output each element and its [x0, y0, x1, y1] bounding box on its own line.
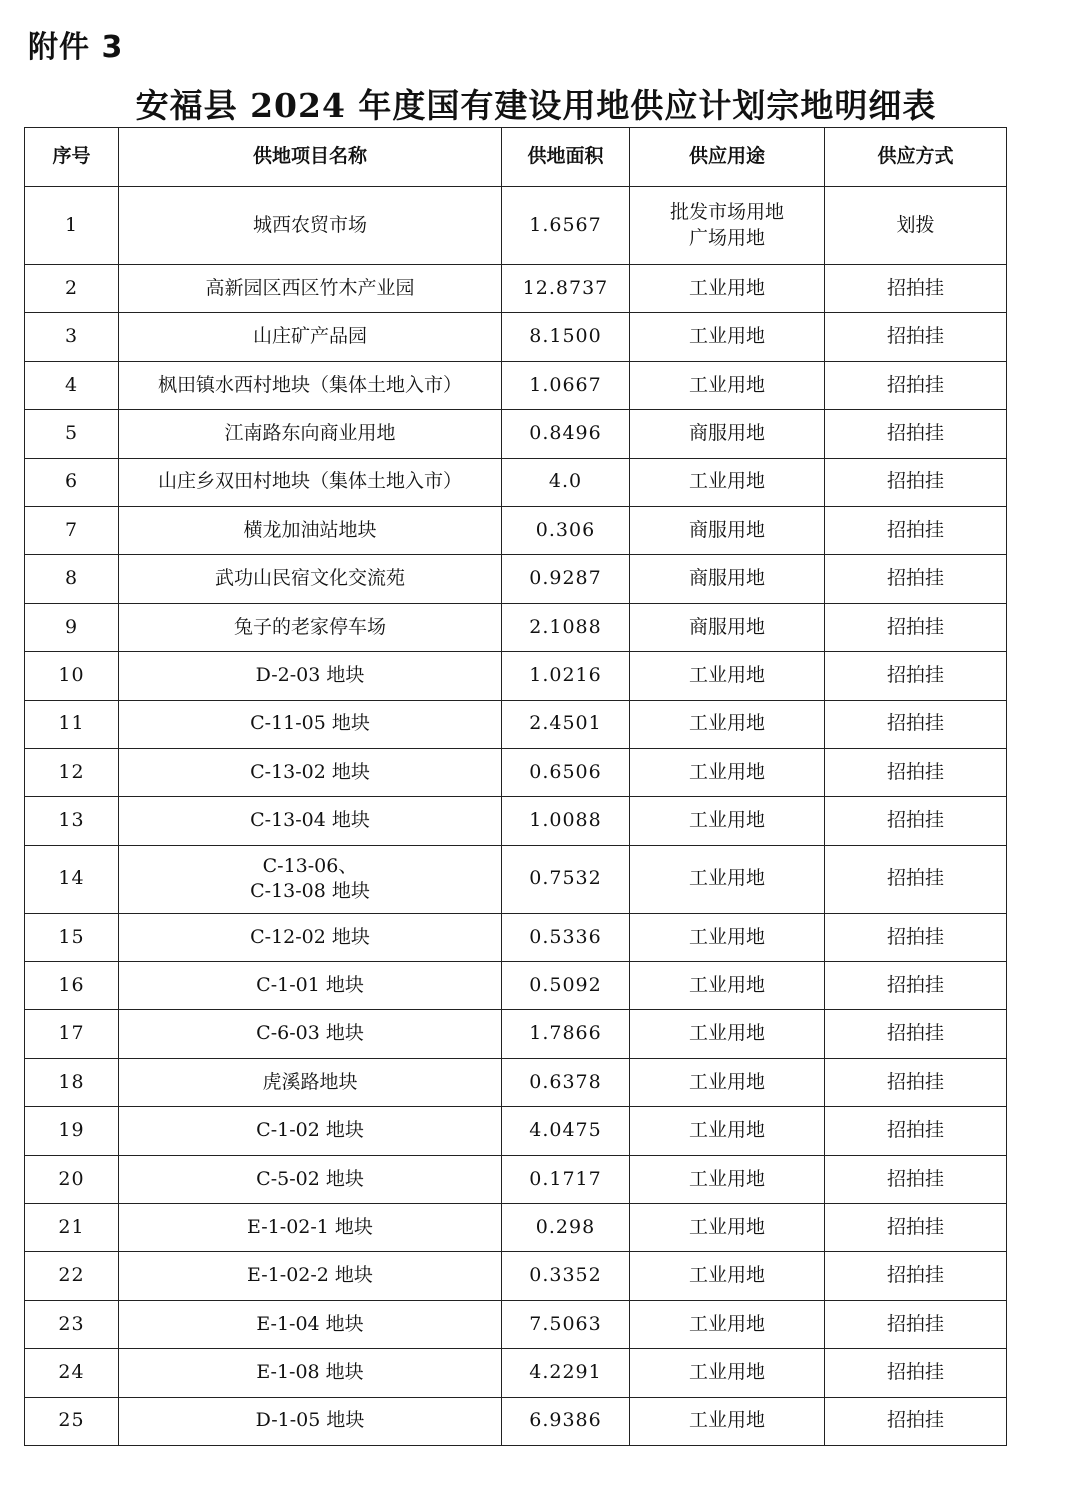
supply-area: 1.0088 — [502, 797, 630, 845]
row-number: 6 — [25, 458, 119, 506]
supply-area: 12.8737 — [502, 265, 630, 313]
row-number: 2 — [25, 265, 119, 313]
row-number: 18 — [25, 1058, 119, 1106]
supply-area: 8.1500 — [502, 313, 630, 361]
table-row — [25, 361, 1007, 409]
row-number: 17 — [25, 1010, 119, 1058]
project-name-line: 枫田镇水西村地块（集体土地入市） — [157, 373, 462, 396]
supply-usage-line: 工业用地 — [688, 1264, 765, 1287]
row-number: 10 — [25, 652, 119, 700]
project-name — [119, 313, 502, 361]
project-name-line: 高新园区西区竹木产业园 — [205, 276, 415, 299]
supply-usage-line: 工业用地 — [688, 1022, 765, 1045]
supply-method: 招拍挂 — [825, 265, 1007, 313]
project-name-line: C-12-02 地块 — [250, 925, 370, 948]
supply-method: 招拍挂 — [825, 748, 1007, 796]
row-number: 24 — [25, 1349, 119, 1397]
project-name — [119, 187, 502, 265]
project-name-line: C-11-05 地块 — [250, 712, 370, 735]
project-name — [119, 603, 502, 651]
row-number: 25 — [25, 1397, 119, 1445]
row-number: 9 — [25, 603, 119, 651]
supply-usage — [630, 603, 825, 651]
supply-area: 0.8496 — [502, 410, 630, 458]
supply-usage-line: 工业用地 — [688, 1312, 765, 1335]
supply-usage-line: 商服用地 — [688, 422, 765, 445]
project-name-line: C-13-04 地块 — [250, 809, 370, 832]
supply-usage-line: 商服用地 — [688, 518, 765, 541]
supply-usage — [630, 410, 825, 458]
project-name — [119, 913, 502, 961]
supply-usage-line: 工业用地 — [688, 664, 765, 686]
project-name — [119, 748, 502, 796]
project-name — [119, 361, 502, 409]
supply-area: 2.1088 — [502, 603, 630, 651]
table-row — [25, 1300, 1007, 1348]
project-name — [119, 1300, 502, 1348]
project-name-line: E-1-02-2 地块 — [247, 1264, 373, 1287]
supply-area: 0.7532 — [502, 845, 630, 913]
supply-method: 招拍挂 — [825, 1204, 1007, 1252]
supply-method: 招拍挂 — [825, 506, 1007, 554]
supply-area: 0.306 — [502, 506, 630, 554]
header-project-name: 供地项目名称 — [119, 128, 502, 187]
supply-area: 0.5336 — [502, 913, 630, 961]
table-row — [25, 187, 1007, 265]
project-name-line: 山庄乡双田村地块（集体土地入市） — [157, 470, 462, 493]
supply-method: 招拍挂 — [825, 962, 1007, 1010]
supply-area: 7.5063 — [502, 1300, 630, 1348]
row-number: 19 — [25, 1107, 119, 1155]
table-row — [25, 1155, 1007, 1203]
supply-area: 6.9386 — [502, 1397, 630, 1445]
project-name-line: E-1-08 地块 — [256, 1361, 364, 1384]
row-number: 11 — [25, 700, 119, 748]
row-number: 22 — [25, 1252, 119, 1300]
supply-usage — [630, 962, 825, 1010]
table-row — [25, 652, 1007, 700]
supply-method: 招拍挂 — [825, 1010, 1007, 1058]
project-name-line: C-5-02 地块 — [256, 1167, 364, 1190]
table-row — [25, 1252, 1007, 1300]
project-name — [119, 962, 502, 1010]
supply-method: 招拍挂 — [825, 1300, 1007, 1348]
supply-usage — [630, 187, 825, 265]
land-supply-table — [24, 127, 1007, 1446]
table-row — [25, 1058, 1007, 1106]
project-name — [119, 1252, 502, 1300]
supply-area: 0.3352 — [502, 1252, 630, 1300]
supply-method: 招拍挂 — [825, 458, 1007, 506]
table-row — [25, 506, 1007, 554]
table-row — [25, 1397, 1007, 1445]
row-number: 23 — [25, 1300, 119, 1348]
supply-usage — [630, 652, 825, 700]
header-no: 序号 — [25, 128, 119, 187]
project-name — [119, 700, 502, 748]
table-row — [25, 748, 1007, 796]
supply-method: 招拍挂 — [825, 313, 1007, 361]
table-row — [25, 1349, 1007, 1397]
project-name-line: C-1-02 地块 — [256, 1119, 364, 1142]
table-row — [25, 410, 1007, 458]
supply-area: 4.0 — [502, 458, 630, 506]
project-name-line: C-1-01 地块 — [256, 973, 364, 996]
supply-area: 4.2291 — [502, 1349, 630, 1397]
row-number: 8 — [25, 555, 119, 603]
table-row — [25, 603, 1007, 651]
supply-usage — [630, 1204, 825, 1252]
project-name-line: D-1-05 地块 — [255, 1409, 365, 1432]
table-row — [25, 1010, 1007, 1058]
project-name — [119, 1010, 502, 1058]
table-row — [25, 797, 1007, 845]
supply-usage — [630, 1252, 825, 1300]
supply-usage-line: 工业用地 — [688, 276, 765, 299]
table-header-row — [25, 128, 1007, 187]
supply-method: 招拍挂 — [825, 361, 1007, 409]
table-row — [25, 458, 1007, 506]
row-number: 21 — [25, 1204, 119, 1252]
supply-usage — [630, 506, 825, 554]
supply-usage — [630, 1349, 825, 1397]
supply-usage — [630, 265, 825, 313]
table-row — [25, 1107, 1007, 1155]
supply-usage — [630, 913, 825, 961]
project-name-line: D-2-03 地块 — [255, 664, 365, 686]
project-name-line: E-1-04 地块 — [256, 1312, 364, 1335]
supply-method: 招拍挂 — [825, 1252, 1007, 1300]
supply-usage-line: 工业用地 — [688, 1119, 765, 1142]
project-name-line: 城西农贸市场 — [252, 213, 367, 236]
project-name — [119, 265, 502, 313]
supply-usage — [630, 797, 825, 845]
row-number: 7 — [25, 506, 119, 554]
project-name — [119, 797, 502, 845]
page-title: 安福县 2024 年度国有建设用地供应计划宗地明细表 — [135, 86, 937, 125]
supply-usage — [630, 313, 825, 361]
supply-method: 招拍挂 — [825, 700, 1007, 748]
row-number: 20 — [25, 1155, 119, 1203]
table-row — [25, 845, 1007, 913]
table-row — [25, 1204, 1007, 1252]
supply-usage-line: 商服用地 — [688, 615, 765, 638]
project-name-line: 山庄矿产品园 — [252, 325, 367, 348]
project-name — [119, 410, 502, 458]
header-area: 供地面积 — [502, 128, 630, 187]
row-number: 4 — [25, 361, 119, 409]
supply-area: 1.0667 — [502, 361, 630, 409]
supply-usage-line: 工业用地 — [688, 712, 765, 735]
supply-usage — [630, 1155, 825, 1203]
supply-usage-line: 批发市场用地 — [669, 200, 784, 223]
supply-usage-line: 工业用地 — [688, 809, 765, 832]
supply-usage-line: 工业用地 — [688, 470, 765, 493]
project-name — [119, 1107, 502, 1155]
supply-area: 1.0216 — [502, 652, 630, 700]
project-name — [119, 1397, 502, 1445]
row-number: 15 — [25, 913, 119, 961]
attachment-label: 附件 3 — [28, 30, 124, 65]
supply-method: 招拍挂 — [825, 652, 1007, 700]
supply-area: 0.6506 — [502, 748, 630, 796]
supply-method: 招拍挂 — [825, 555, 1007, 603]
row-number: 16 — [25, 962, 119, 1010]
supply-area: 0.6378 — [502, 1058, 630, 1106]
supply-area: 1.7866 — [502, 1010, 630, 1058]
supply-area: 4.0475 — [502, 1107, 630, 1155]
project-name-line: 江南路东向商业用地 — [224, 422, 396, 445]
supply-usage — [630, 361, 825, 409]
project-name — [119, 1204, 502, 1252]
table-row — [25, 913, 1007, 961]
project-name — [119, 506, 502, 554]
supply-usage-line: 商服用地 — [688, 567, 765, 590]
supply-area: 2.4501 — [502, 700, 630, 748]
supply-usage-line: 工业用地 — [688, 867, 765, 890]
supply-method: 招拍挂 — [825, 845, 1007, 913]
project-name — [119, 458, 502, 506]
row-number: 12 — [25, 748, 119, 796]
supply-usage — [630, 458, 825, 506]
supply-area: 1.6567 — [502, 187, 630, 265]
project-name-line: C-13-02 地块 — [250, 760, 370, 783]
project-name-line: 横龙加油站地块 — [243, 518, 377, 541]
project-name — [119, 845, 502, 913]
row-number: 14 — [25, 845, 119, 913]
project-name — [119, 1155, 502, 1203]
supply-method: 招拍挂 — [825, 1397, 1007, 1445]
supply-usage-line: 工业用地 — [688, 1167, 765, 1190]
supply-usage — [630, 1058, 825, 1106]
supply-usage-line: 工业用地 — [688, 1215, 765, 1238]
supply-usage — [630, 1397, 825, 1445]
supply-usage — [630, 1010, 825, 1058]
project-name-line: C-13-08 地块 — [250, 880, 370, 903]
supply-usage — [630, 700, 825, 748]
table-row — [25, 555, 1007, 603]
row-number: 3 — [25, 313, 119, 361]
supply-area: 0.1717 — [502, 1155, 630, 1203]
supply-method: 招拍挂 — [825, 1349, 1007, 1397]
supply-method: 招拍挂 — [825, 1107, 1007, 1155]
project-name-line: C-6-03 地块 — [256, 1022, 364, 1045]
supply-method: 划拨 — [825, 187, 1007, 265]
table-row — [25, 313, 1007, 361]
supply-area: 0.298 — [502, 1204, 630, 1252]
supply-usage-line: 工业用地 — [688, 1361, 765, 1384]
table-row — [25, 265, 1007, 313]
supply-method: 招拍挂 — [825, 913, 1007, 961]
supply-usage — [630, 845, 825, 913]
supply-method: 招拍挂 — [825, 797, 1007, 845]
supply-area: 0.9287 — [502, 555, 630, 603]
supply-usage — [630, 748, 825, 796]
supply-usage-line: 工业用地 — [688, 1070, 765, 1093]
supply-usage-line: 工业用地 — [688, 325, 765, 348]
supply-usage-line: 工业用地 — [688, 373, 765, 396]
supply-usage — [630, 1107, 825, 1155]
supply-method: 招拍挂 — [825, 1155, 1007, 1203]
row-number: 13 — [25, 797, 119, 845]
project-name-line: 武功山民宿文化交流苑 — [214, 567, 405, 590]
supply-usage — [630, 1300, 825, 1348]
supply-method: 招拍挂 — [825, 410, 1007, 458]
supply-usage — [630, 555, 825, 603]
project-name-line: E-1-02-1 地块 — [247, 1215, 373, 1238]
project-name — [119, 555, 502, 603]
project-name — [119, 1058, 502, 1106]
supply-usage-line: 工业用地 — [688, 925, 765, 948]
project-name-line: 虎溪路地块 — [262, 1070, 358, 1093]
header-usage: 供应用途 — [630, 128, 825, 187]
table-row — [25, 962, 1007, 1010]
project-name — [119, 1349, 502, 1397]
table-row — [25, 700, 1007, 748]
row-number: 1 — [25, 187, 119, 265]
project-name-line: C-13-06、 — [262, 854, 358, 877]
supply-usage-line: 广场用地 — [688, 226, 765, 249]
row-number: 5 — [25, 410, 119, 458]
supply-area: 0.5092 — [502, 962, 630, 1010]
project-name-line: 兔子的老家停车场 — [233, 615, 386, 638]
table-body — [25, 187, 1007, 1446]
supply-usage-line: 工业用地 — [688, 760, 765, 783]
supply-usage-line: 工业用地 — [688, 1409, 765, 1432]
project-name — [119, 652, 502, 700]
supply-usage-line: 工业用地 — [688, 973, 765, 996]
supply-method: 招拍挂 — [825, 1058, 1007, 1106]
header-method: 供应方式 — [825, 128, 1007, 187]
supply-method: 招拍挂 — [825, 603, 1007, 651]
